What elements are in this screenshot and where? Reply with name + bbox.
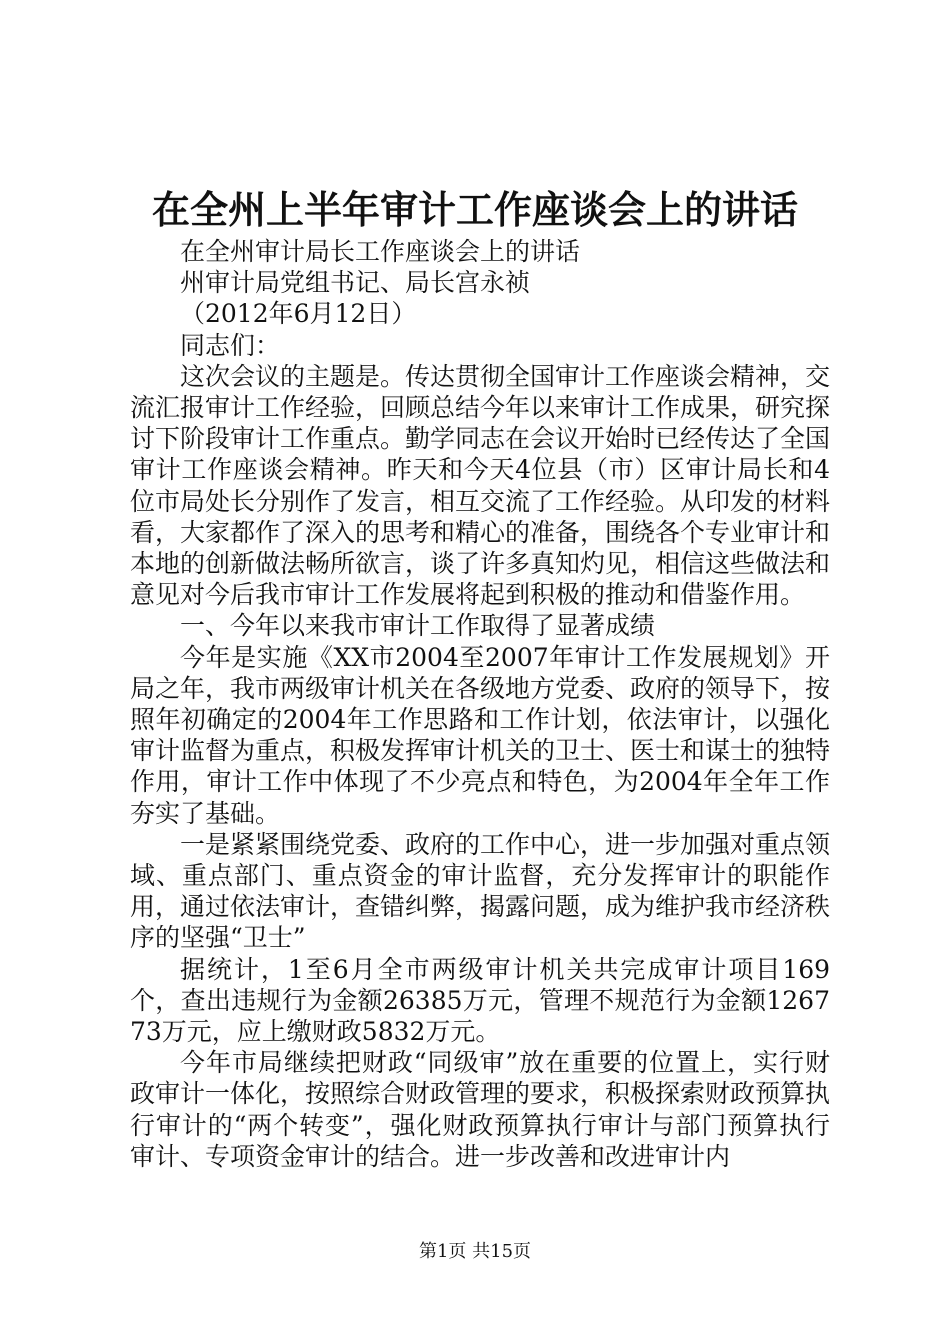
subtitle-paragraph: 在全州审计局长工作座谈会上的讲话	[180, 237, 581, 266]
speaker-paragraph: 州审计局党组书记、局长宫永祯	[180, 268, 531, 298]
document-title: 在全州上半年审计工作座谈会上的讲话	[151, 188, 798, 232]
document-body	[130, 236, 830, 1172]
date-paragraph: （2012年6月12日）	[180, 299, 417, 329]
body-paragraph: 这次会议的主题是。传达贯彻全国审计工作座谈会精神，交流汇报审计工作经验，回顾总结今年以来审计工作成果，研究探讨下阶段审计工作重点。勤学同志在会议开始时已经传达了全国审计工作座谈会精神。昨天和今天4位县（市）区审计局长和4位市局处长分别作了发言，相互交流了工作经验。从印发的材料看，大家都作了深入的思考和精心的准备，围绕各个专业审计和本地的创新做法畅所欲言，谈了许多真知灼见，相信这些做法和意见对今后我市审计工作发展将起到积极的推动和借鉴作用。	[130, 361, 831, 610]
body-paragraph: 今年市局继续把财政“同级审”放在重要的位置上，实行财政审计一体化，按照综合财政管理的要求，积极探索财政预算执行审计的“两个转变”，强化财政预算执行审计与部门预算执行审计、专项资金审计的结合。进一步改善和改进审计内	[130, 1048, 831, 1171]
body-paragraph: 一是紧紧围绕党委、政府的工作中心，进一步加强对重点领域、重点部门、重点资金的审计监督，充分发挥审计的职能作用，通过依法审计，查错纠弊，揭露问题，成为维护我市经济秩序的坚强“卫士”	[130, 829, 831, 953]
page-footer: 第1页 共15页	[418, 1241, 532, 1262]
body-paragraph: 今年是实施《XX市2004至2007年审计工作发展规划》开局之年，我市两级审计机关在各级地方党委、政府的领导下，按照年初确定的2004年工作思路和工作计划，依法审计，以强化审计监督为重点，积极发挥审计机关的卫士、医士和谋士的独特作用，审计工作中体现了不少亮点和特色，为2004年全年工作夯实了基础。	[130, 642, 831, 828]
body-paragraph: 据统计，1至6月全市两级审计机关共完成审计项目169个，查出违规行为金额26385万元，管理不规范行为金额126773万元，应上缴财政5832万元。	[130, 954, 830, 1047]
salutation-paragraph: 同志们：	[180, 330, 281, 360]
section-heading: 一、今年以来我市审计工作取得了显著成绩	[180, 611, 656, 641]
